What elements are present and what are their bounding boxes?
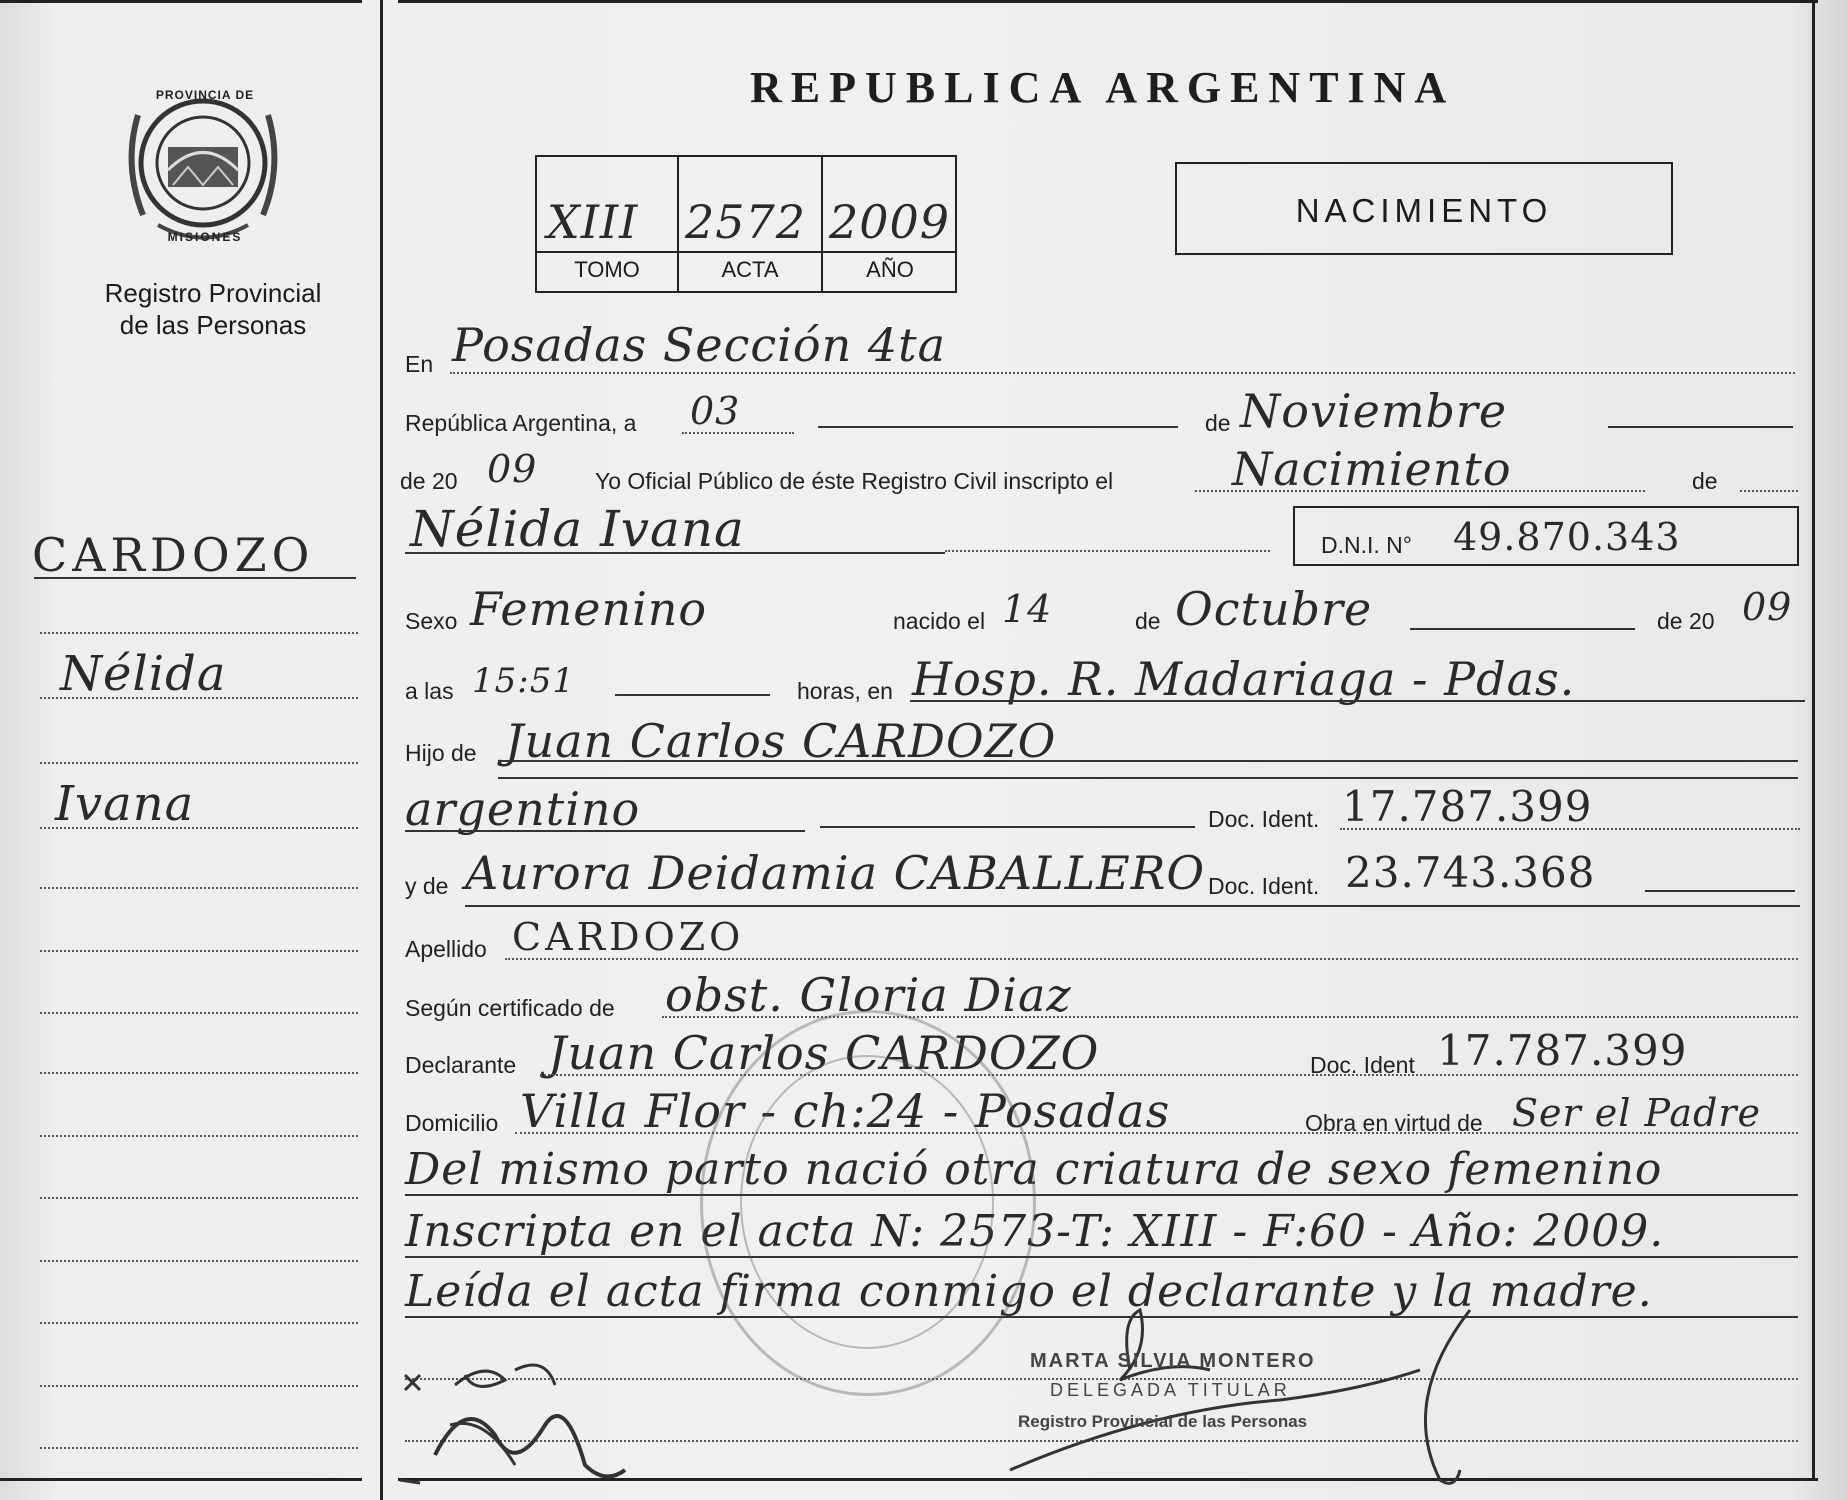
value-nombre: Nélida Ivana [410, 500, 745, 558]
label-nacido-el: nacido el [893, 608, 986, 634]
value-padre: Juan Carlos CARDOZO [505, 714, 1057, 768]
official-role: DELEGADA TITULAR [1050, 1380, 1291, 1400]
value-declarante: Juan Carlos CARDOZO [548, 1026, 1100, 1080]
value-domicilio: Villa Flor - ch:24 - Posadas [520, 1084, 1171, 1138]
sidebar-name-1: Nélida [60, 646, 227, 702]
value-declarante-doc: 17.787.399 [1437, 1026, 1688, 1075]
tomo-cell [537, 157, 679, 291]
value-madre: Aurora Deidamia CABALLERO [465, 846, 1206, 900]
ano-cell [823, 157, 957, 291]
document-type-box [1175, 162, 1673, 255]
value-nacido-dia: 14 [1002, 587, 1053, 631]
value-padre-doc: 17.787.399 [1342, 782, 1593, 831]
tomo-value: XIII [547, 195, 639, 249]
label-republica: República Argentina, a [405, 410, 637, 436]
dni-box [1293, 506, 1799, 566]
ano-value: 2009 [829, 195, 951, 249]
label-sexo: Sexo [405, 608, 458, 634]
declarant-signature-icon [395, 1355, 635, 1495]
official-name: MARTA SILVIA MONTERO [1030, 1350, 1316, 1372]
registry-name-line1: Registro Provincial [104, 278, 322, 308]
label-de: de [1205, 410, 1231, 436]
label-yo-oficial: Yo Oficial Público de éste Registro Civil inscripto el [595, 468, 1114, 494]
value-hora: 15:51 [472, 661, 575, 701]
value-certificado: obst. Gloria Diaz [665, 968, 1072, 1022]
provincial-seal-icon [118, 75, 288, 255]
value-anio: 09 [487, 447, 538, 491]
left-column-top-rule [0, 0, 362, 3]
value-lugar-nac: Hosp. R. Madariaga - Pdas. [912, 652, 1576, 706]
value-mes: Noviembre [1240, 384, 1508, 438]
seal-top-text: PROVINCIA DE [155, 88, 255, 102]
value-dia: 03 [690, 389, 741, 433]
acta-label: ACTA [721, 257, 779, 282]
label-segun: Según certificado de [405, 995, 615, 1021]
label-doc-ident-2: Doc. Ident. [1208, 873, 1320, 899]
observation-line-3: Leída el acta firma conmigo el declarante y la madre. [405, 1266, 1653, 1317]
bottom-rule-left [0, 1478, 362, 1481]
value-sexo: Femenino [470, 582, 708, 636]
observation-line-2: Inscripta en el acta N: 2573-T: XIII - F:60 - Año: 2009. [405, 1206, 1665, 1257]
acta-value: 2572 [685, 195, 807, 249]
label-dni: D.N.I. N° [1321, 532, 1412, 558]
label-de-20: de 20 [400, 468, 458, 494]
label-doc-ident: Doc. Ident. [1208, 806, 1320, 832]
acta-cell [679, 157, 823, 291]
label-a-las: a las [405, 678, 454, 704]
seal-bottom-text: MISIONES [167, 230, 243, 244]
label-apellido: Apellido [405, 936, 487, 962]
tomo-label: TOMO [574, 257, 640, 282]
main-top-rule [398, 0, 1818, 3]
value-lugar: Posadas Sección 4ta [452, 318, 947, 372]
value-obra: Ser el Padre [1512, 1091, 1761, 1135]
value-padre-nacionalidad: argentino [405, 782, 641, 836]
value-nacido-mes: Octubre [1175, 582, 1373, 636]
value-nacido-anio: 09 [1742, 585, 1793, 629]
label-obra: Obra en virtud de [1305, 1110, 1483, 1136]
label-declarante: Declarante [405, 1052, 517, 1078]
record-box [535, 155, 957, 293]
value-apellido: CARDOZO [512, 915, 745, 959]
official-org: Registro Provincial de las Personas [1018, 1412, 1308, 1431]
column-divider [380, 0, 383, 1500]
value-inscripto: Nacimiento [1232, 442, 1512, 496]
value-madre-doc: 23.743.368 [1345, 848, 1596, 897]
label-domicilio: Domicilio [405, 1110, 499, 1136]
right-border [1812, 0, 1815, 1480]
label-de-end: de [1692, 468, 1718, 494]
sidebar-surname: CARDOZO [32, 528, 315, 582]
document-title: REPUBLICA ARGENTINA [750, 63, 1456, 112]
sidebar-name-2: Ivana [55, 776, 195, 832]
label-horas-en: horas, en [797, 678, 893, 704]
document-type: NACIMIENTO [1295, 192, 1553, 229]
label-de-20-2: de 20 [1657, 608, 1715, 634]
label-y-de: y de [405, 873, 449, 899]
label-hijo-de: Hijo de [405, 740, 477, 766]
ano-label: AÑO [866, 257, 914, 282]
observation-line-1: Del mismo parto nació otra criatura de sexo femenino [405, 1144, 1663, 1195]
registry-name-line2: de las Personas [119, 310, 307, 340]
label-de-mes: de [1135, 608, 1161, 634]
value-dni: 49.870.343 [1453, 515, 1681, 559]
label-en: En [405, 351, 434, 377]
label-doc-ident-3: Doc. Ident [1310, 1052, 1415, 1078]
